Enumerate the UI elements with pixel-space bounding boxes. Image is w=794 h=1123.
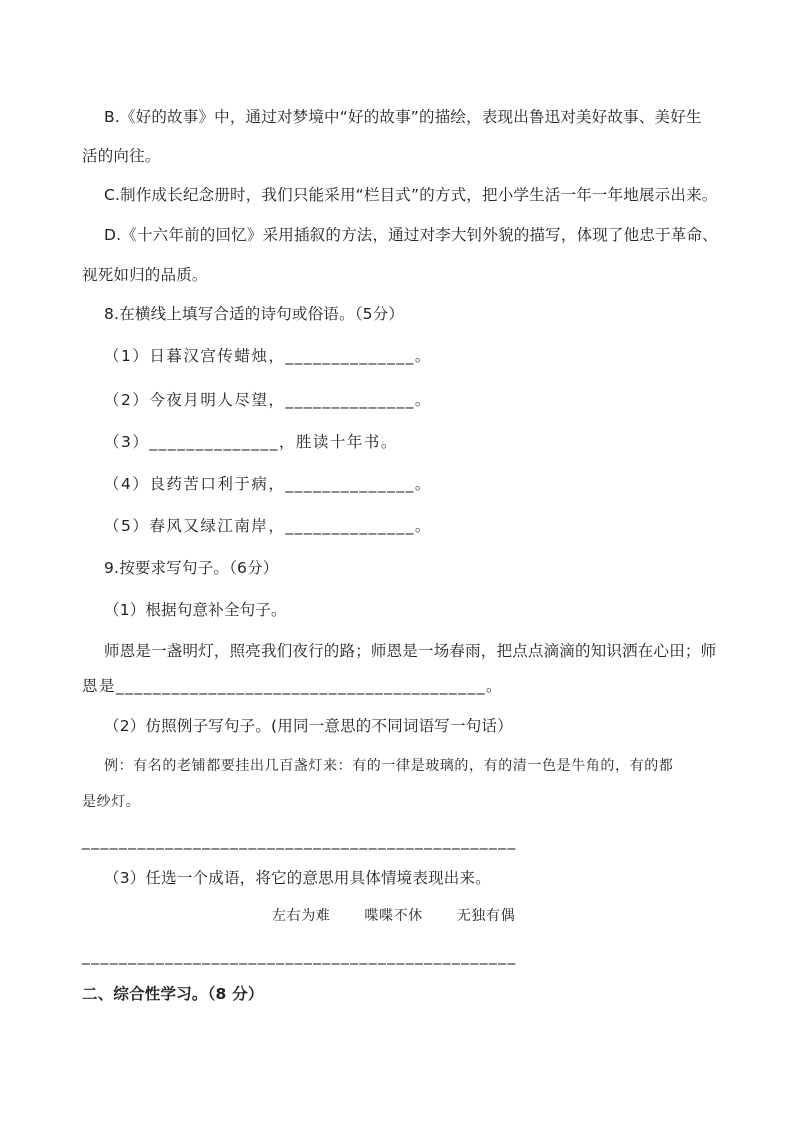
- question-9-sub2-title: （2）仿照例子写句子。(用同一意思的不同词语写一句话）: [104, 717, 513, 735]
- question-8-title: 8.在横线上填写合适的诗句或俗语。（5分）: [104, 305, 405, 323]
- option-c-line-1: C.制作成长纪念册时，我们只能采用“栏目式”的方式，把小学生活一年一年地展示出来。: [104, 186, 718, 204]
- option-d-line-2: 视死如归的品质。: [82, 266, 208, 284]
- question-9-sub2-example-line-1: 例：有名的老铺都要挂出几百盏灯来：有的一律是玻璃的，有的清一色是牛角的，有的都: [104, 758, 674, 774]
- question-8-item-5: （5）春风又绿江南岸，______________。: [104, 517, 432, 535]
- option-b-line-1: B.《好的故事》中，通过对梦境中“好的故事”的描绘，表现出鲁迅对美好故事、美好生: [104, 108, 702, 126]
- idiom-1: 左右为难: [272, 908, 331, 924]
- idiom-list: [272, 905, 515, 927]
- question-9-sub3-answer-line: _______________________________________________: [82, 947, 517, 965]
- question-8-item-2: （2）今夜月明人尽望，______________。: [104, 391, 432, 409]
- question-9-sub2-example-line-2: 是纱灯。: [82, 794, 141, 810]
- option-d-line-1: D.《十六年前的回忆》采用插叙的方法，通过对李大钊外貌的描写，体现了他忠于革命、: [104, 226, 718, 244]
- section-2-title: 二、综合性学习。（8 分）: [82, 985, 264, 1003]
- question-9-sub1-line-1: 师恩是一盏明灯，照亮我们夜行的路；师恩是一场春雨，把点点滴滴的知识洒在心田；师: [104, 642, 717, 660]
- idiom-2: 喋喋不休: [364, 908, 423, 924]
- question-9-sub2-answer-line: _______________________________________________: [82, 832, 517, 850]
- question-9-sub1-title: （1）根据句意补全句子。: [104, 601, 287, 619]
- option-b-line-2: 活的向往。: [82, 147, 161, 165]
- question-9-sub3-title: （3）任选一个成语，将它的意思用具体情境表现出来。: [104, 869, 491, 887]
- question-9-title: 9.按要求写句子。（6分）: [104, 559, 279, 577]
- question-9-sub1-line-2: 恩是________________________________________。: [82, 677, 504, 695]
- idiom-3: 无独有偶: [456, 908, 516, 924]
- question-8-item-3: （3）______________，胜读十年书。: [104, 433, 398, 451]
- question-8-item-4: （4）良药苦口利于病，______________。: [104, 475, 432, 493]
- question-8-item-1: （1）日暮汉宫传蜡烛，______________。: [104, 347, 432, 365]
